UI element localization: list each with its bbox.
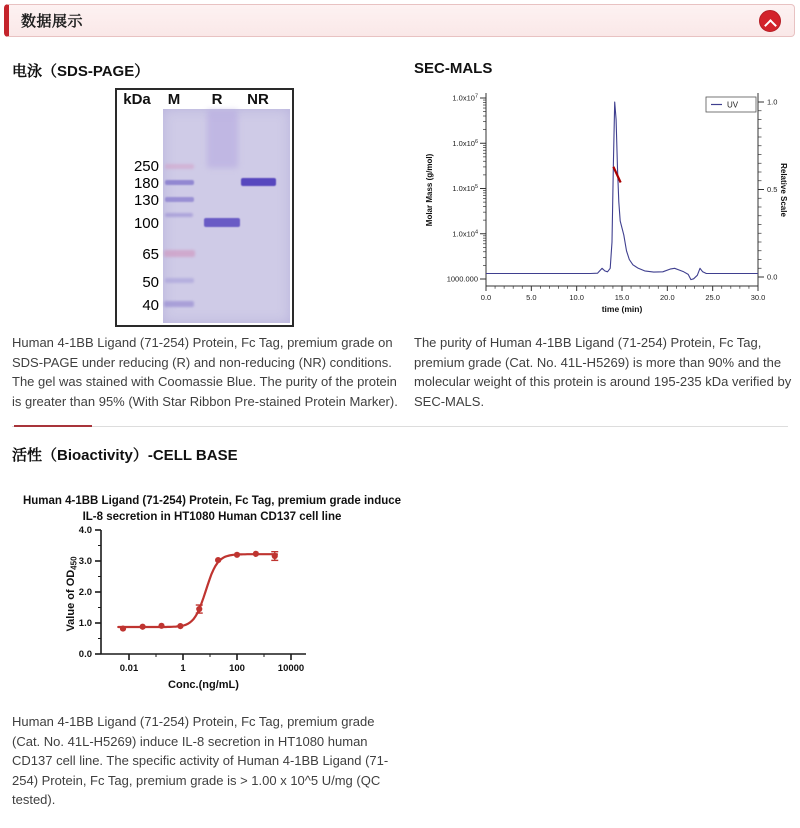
secmals-chart	[418, 86, 790, 314]
gel-lane-label-R: R	[211, 91, 223, 108]
svg-text:0.0: 0.0	[480, 293, 492, 302]
secmals-section	[414, 60, 796, 425]
svg-text:1000.000: 1000.000	[446, 274, 478, 284]
bioactivity-caption: Human 4-1BB Ligand (71-254) Protein, Fc Tag, premium grade (Cat. No. 41L-H5269) induce IL-8 secretion in HT1080 human CD137 cell line. The specific activity of Human 4-1BB Ligand (71-254) Protein, Fc Tag, premium grade is > 1.00 x 10^5 U/mg (QC tested).	[12, 714, 389, 807]
gel-band-M-3	[165, 213, 193, 217]
gel-marker-label-100: 100	[133, 215, 159, 232]
svg-text:0.5: 0.5	[767, 185, 778, 194]
svg-text:2.0: 2.0	[78, 587, 92, 598]
gel-band-M-0	[165, 164, 194, 169]
svg-text:100: 100	[229, 663, 245, 674]
gel-band-R-8	[204, 218, 240, 227]
svg-text:1.0x105: $1.0x10^5$	[452, 184, 478, 193]
svg-text:UV: UV	[727, 100, 739, 110]
collapse-button[interactable]	[759, 10, 781, 32]
gel-band-NR-9	[241, 178, 276, 186]
svg-text:1.0: 1.0	[767, 97, 778, 107]
svg-text:3.0: 3.0	[78, 556, 92, 567]
data-display-header	[4, 4, 795, 37]
svg-text:25.0: 25.0	[705, 293, 720, 302]
svg-text:1.0: 1.0	[78, 618, 92, 629]
section-divider	[12, 426, 788, 430]
gel-marker-label-250: 250	[133, 158, 159, 175]
secmals-heading: SEC-MALS	[414, 60, 493, 77]
svg-text:0.0: 0.0	[78, 649, 92, 660]
gel-marker-label-65: 65	[142, 246, 159, 263]
svg-text:1.0x106: $1.0x10^6$	[452, 138, 478, 148]
gel-marker-label-40: 40	[142, 297, 159, 314]
page-title: 数据展示	[21, 13, 84, 30]
svg-text:4.0: 4.0	[78, 525, 92, 536]
gel-band-M-6	[164, 301, 194, 307]
svg-text:1: 1	[180, 663, 186, 674]
gel-lane-label-NR: NR	[247, 91, 269, 108]
svg-text:0.0: 0.0	[767, 272, 778, 282]
gel-band-M-5	[165, 278, 194, 283]
secmals-caption: The purity of Human 4-1BB Ligand (71-254) Protein, Fc Tag, premium grade (Cat. No. 41L-H5269) is more than 90% and the molecular weight of this protein is around 195-235 kDa verified by SEC-MALS.	[414, 335, 792, 409]
bio-chart-title-line2: IL-8 secretion in HT1080 Human CD137 cell line	[82, 511, 342, 524]
bioactivity-chart	[38, 522, 398, 694]
gel-lane-label-kDa: kDa	[123, 91, 151, 108]
svg-text:15.0: 15.0	[614, 293, 630, 302]
gel-band-M-1	[165, 180, 194, 185]
svg-text:20.0: 20.0	[660, 293, 675, 302]
gel-band-R-7	[207, 110, 238, 168]
svg-text:5.0: 5.0	[526, 293, 537, 302]
gel-marker-label-130: 130	[133, 192, 159, 209]
bioactivity-section	[12, 444, 432, 814]
sds-caption: Human 4-1BB Ligand (71-254) Protein, Fc Tag, premium grade on SDS-PAGE under reducing (R) and non-reducing (NR) conditions. The gel was stained with Coomassie Blue. The purity of the protein is greater than 95% (With Star Ribbon Pre-stained Protein Marker).	[12, 335, 398, 409]
sds-page-section	[12, 60, 404, 425]
svg-text:Relative Scale: Relative Scale	[779, 163, 788, 217]
svg-text:30.0: 30.0	[750, 293, 766, 302]
gel-marker-label-50: 50	[142, 274, 159, 291]
bio-chart-title-line1: Human 4-1BB Ligand (71-254) Protein, Fc Tag, premium grade induce	[22, 495, 402, 507]
svg-text:Value of OD450: Value of $OD_{450}$	[65, 556, 79, 632]
svg-text:Molar Mass (g/mol): Molar Mass (g/mol)	[425, 153, 434, 227]
svg-text:10000: 10000	[277, 663, 305, 674]
gel-marker-label-180: 180	[133, 175, 159, 192]
svg-text:0.01: 0.01	[119, 663, 139, 674]
svg-text:Conc.(ng/mL): Conc.(ng/mL)	[168, 679, 239, 691]
gel-band-M-4	[164, 250, 195, 257]
divider-accent	[14, 425, 92, 427]
svg-text:time (min): time (min)	[601, 304, 643, 314]
svg-text:10.0: 10.0	[569, 293, 584, 302]
sds-gel-image	[115, 88, 294, 327]
gel-band-M-2	[165, 197, 194, 202]
svg-text:1.0x107: $1.0x10^7$	[452, 93, 478, 103]
bio-chart-title	[12, 493, 412, 525]
gel-lane-label-M: M	[167, 91, 181, 108]
svg-text:1.0x104: $1.0x10^4$	[452, 229, 478, 239]
bioactivity-heading: 活性（Bioactivity）-CELL BASE	[12, 447, 238, 464]
chevron-up-icon	[764, 19, 777, 32]
sds-heading: 电泳（SDS-PAGE）	[12, 63, 150, 80]
